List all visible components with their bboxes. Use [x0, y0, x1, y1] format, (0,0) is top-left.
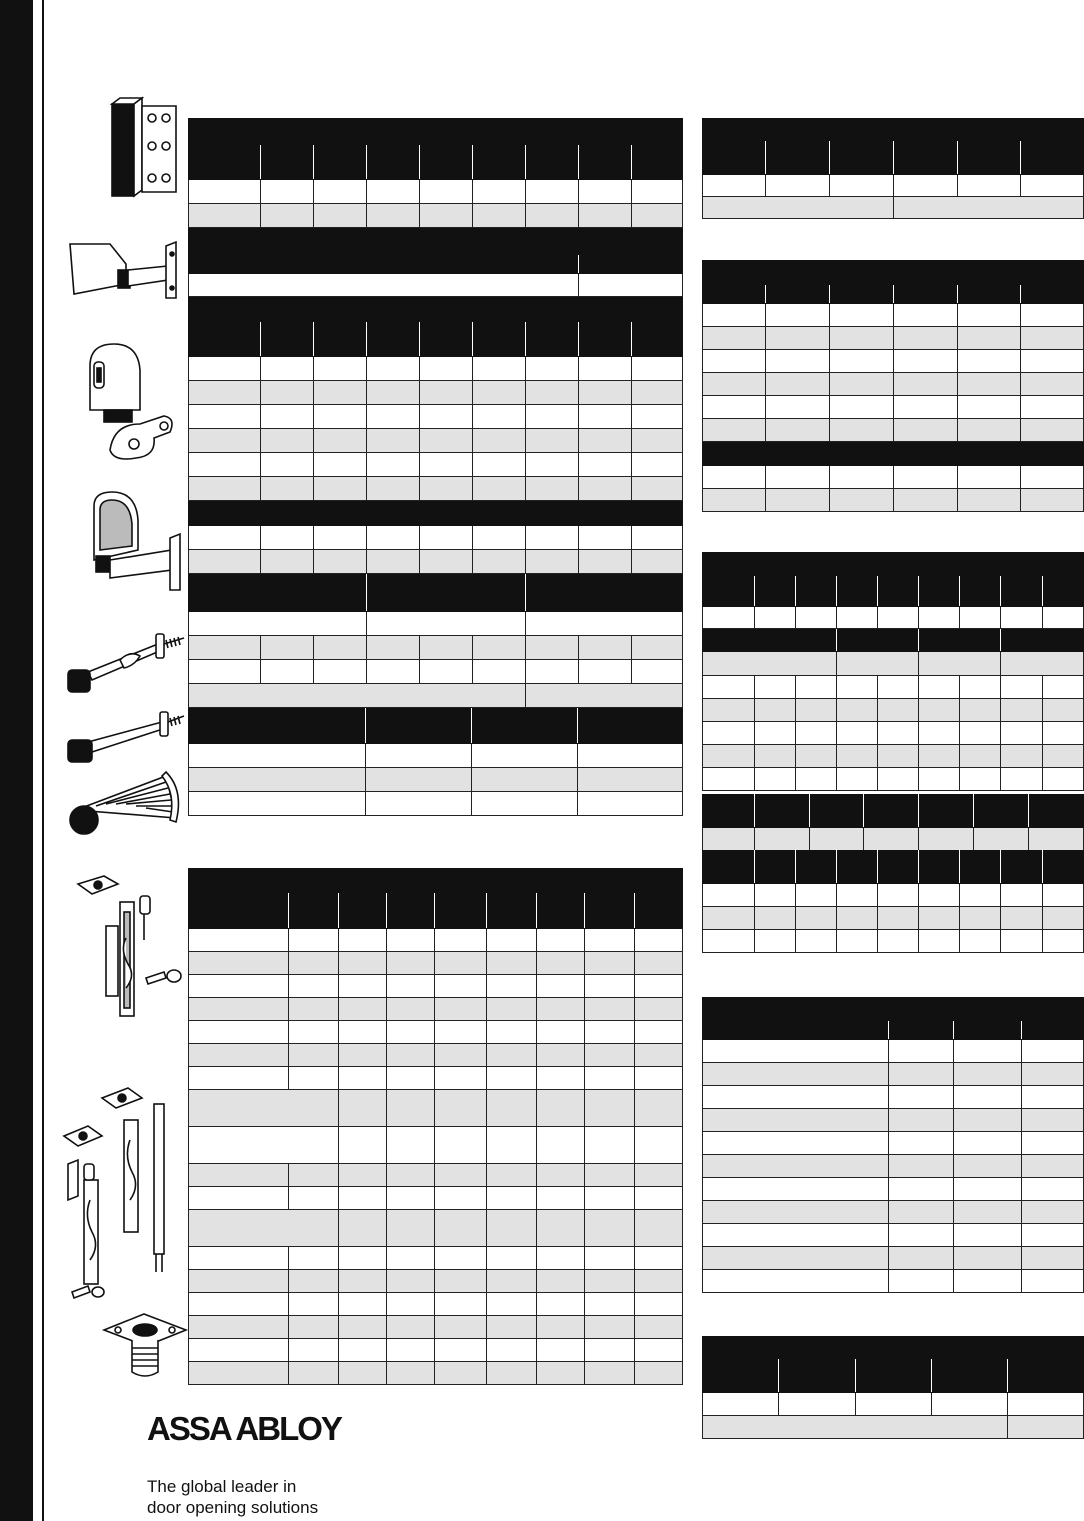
flush-bolts-table: [188, 868, 683, 1385]
right-table-3b: [702, 794, 1084, 851]
baseboard-stop-icon: [60, 616, 186, 696]
tagline-line-1: The global leader in: [147, 1477, 297, 1496]
tagline-line-2: door opening solutions: [147, 1498, 319, 1517]
wall-stop-holder-icon: [66, 236, 182, 304]
flush-bolt-set-icon: [58, 1080, 190, 1310]
spring-stop-table: [188, 708, 683, 816]
brand-tagline: [147, 1476, 318, 1518]
dust-proof-strike-icon: [100, 1310, 190, 1380]
floor-stop-icon: [84, 340, 180, 464]
baseboard-stop-short-icon: [62, 706, 186, 766]
wall-stop-icon: [90, 490, 184, 596]
page-spine: [0, 0, 33, 1521]
right-table-3c: [702, 850, 1084, 953]
assa-abloy-logo: ASSA ABLOY: [147, 1410, 341, 1447]
right-table-4: [702, 997, 1084, 1293]
right-table-5: [702, 1336, 1084, 1439]
right-table-3: [702, 552, 1084, 791]
spine-rule: [42, 0, 44, 1521]
spring-door-stop-icon: [66, 770, 188, 840]
flush-bolt-icon: [74, 872, 186, 1022]
stops-table: [188, 118, 683, 708]
right-table-2: [702, 260, 1084, 512]
hinge-bracket-icon: [104, 96, 184, 202]
right-table-1: [702, 118, 1084, 219]
